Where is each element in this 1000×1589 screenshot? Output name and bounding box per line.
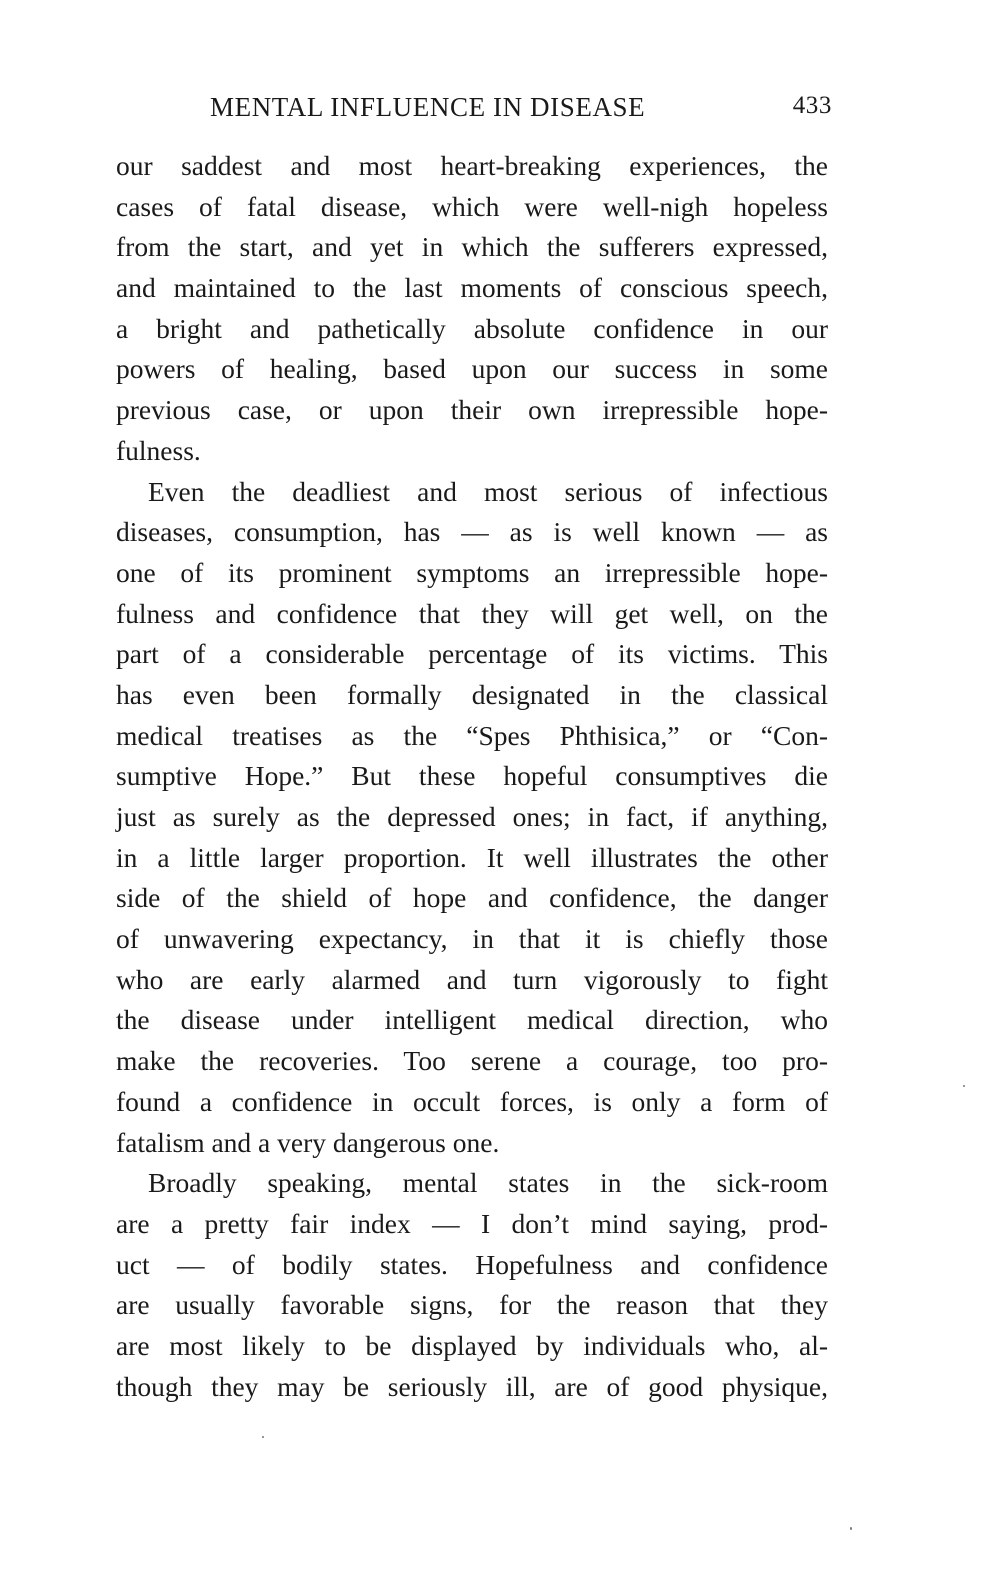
text-line: cases of fatal disease, which were well-nigh hopeless xyxy=(116,190,828,222)
body-text xyxy=(116,146,828,1407)
text-line: though they may be seriously ill, are of good physique, xyxy=(116,1370,828,1402)
text-line: fatalism and a very dangerous one. xyxy=(116,1126,500,1158)
text-line: our saddest and most heart-breaking experiences, the xyxy=(116,150,828,181)
text-line: in a little larger proportion. It well illustrates the other xyxy=(116,841,828,873)
text-line: the disease under intelligent medical direction, who xyxy=(116,1004,828,1036)
text-line: are most likely to be displayed by individuals who, al- xyxy=(116,1329,828,1361)
print-speck xyxy=(850,1527,852,1530)
paragraph-start-line: Even the deadliest and most serious of infectious xyxy=(148,475,828,507)
running-head-title: MENTAL INFLUENCE IN DISEASE xyxy=(210,92,646,122)
text-line: found a confidence in occult forces, is only a form of xyxy=(116,1085,828,1117)
text-line: medical treatises as the “Spes Phthisica,” or “Con- xyxy=(116,719,828,751)
text-line: from the start, and yet in which the sufferers expressed, xyxy=(116,231,828,263)
text-line: previous case, or upon their own irrepressible hope- xyxy=(116,394,828,426)
text-line: just as surely as the depressed ones; in fact, if anything, xyxy=(116,801,828,832)
text-line: sumptive Hope.” But these hopeful consumptives die xyxy=(116,760,828,792)
text-line: fulness and confidence that they will get well, on the xyxy=(116,597,828,629)
text-line: fulness. xyxy=(116,434,201,466)
text-line: one of its prominent symptoms an irrepressible hope- xyxy=(116,556,828,588)
text-line: part of a considerable percentage of its victims. This xyxy=(116,638,828,670)
paragraph-start-line: Broadly speaking, mental states in the sick-room xyxy=(148,1167,828,1199)
book-page xyxy=(116,88,832,1407)
text-line: who are early alarmed and turn vigorously to fight xyxy=(116,963,828,995)
text-line: make the recoveries. Too serene a courage, too pro- xyxy=(116,1045,828,1077)
running-header xyxy=(116,88,832,132)
text-line: diseases, consumption, has — as is well known — as xyxy=(116,516,828,548)
text-line: and maintained to the last moments of conscious speech, xyxy=(116,272,828,304)
print-speck xyxy=(262,1436,264,1438)
print-speck xyxy=(963,1085,965,1087)
text-line: side of the shield of hope and confidence, the danger xyxy=(116,882,828,914)
text-line: are a pretty fair index — I don’t mind saying, prod- xyxy=(116,1207,828,1239)
text-line: of unwavering expectancy, in that it is chiefly those xyxy=(116,923,828,955)
text-line: has even been formally designated in the classical xyxy=(116,678,828,710)
text-line: a bright and pathetically absolute confidence in our xyxy=(116,312,828,344)
text-line: powers of healing, based upon our success in some xyxy=(116,353,828,385)
text-line: are usually favorable signs, for the reason that they xyxy=(116,1289,828,1321)
text-line: uct — of bodily states. Hopefulness and confidence xyxy=(116,1248,828,1280)
page-number: 433 xyxy=(792,92,832,119)
